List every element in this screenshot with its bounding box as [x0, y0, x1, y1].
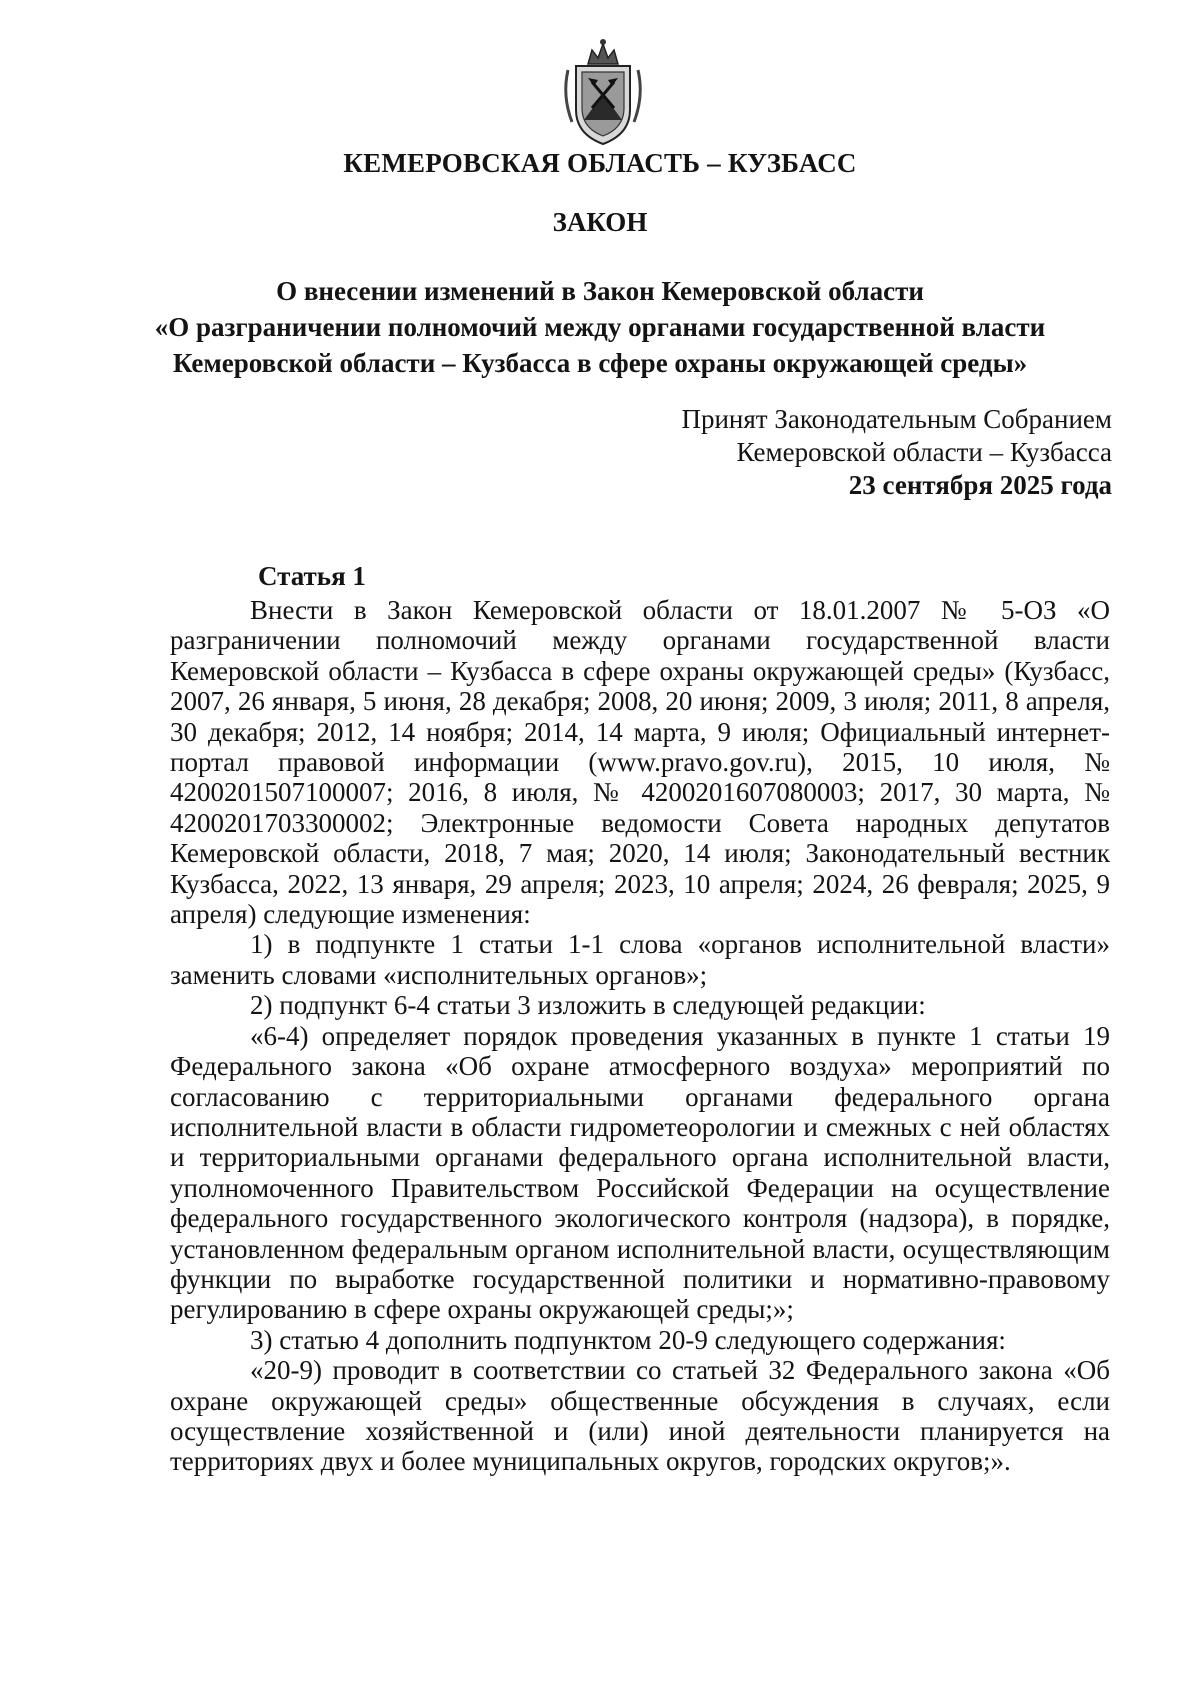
coat-of-arms-icon: [558, 36, 648, 148]
article-body: [170, 595, 1110, 1477]
article-paragraph: Внести в Закон Кемеровской области от 18.01.2007 № 5-ОЗ «О разграничении полномочий между органами государственной власти Кемеровской области – Кузбасса в сфере охраны окружающей среды» (Кузбасс, 2007, 26 января, 5 июня, 28 декабря; 2008, 20 июня; 2009, 3 июля; 2011, 8 апреля, 30 декабря; 2012, 14 ноября; 2014, 14 марта, 9 июля; Официальный интернет-портал правовой информации (www.pravo.gov.ru), 2015, 10 июля, № 4200201507100007; 2016, 8 июля, № 4200201607080003; 2017, 30 марта, № 4200201703300002; Электронные ведомости Совета народных депутатов Кемеровской области, 2018, 7 мая; 2020, 14 июля; Законодательный вестник Кузбасса, 2022, 13 января, 29 апреля; 2023, 10 апреля; 2024, 26 февраля; 2025, 9 апреля) следующие изменения:: [170, 595, 1110, 930]
document-type: ЗАКОН: [552, 207, 648, 237]
title-line: Кемеровской области – Кузбасса в сфере охраны окружающей среды»: [172, 348, 1028, 378]
title-line: О внесении изменений в Закон Кемеровской области: [276, 276, 924, 306]
region-name: КЕМЕРОВСКАЯ ОБЛАСТЬ – КУЗБАСС: [343, 148, 857, 178]
article-paragraph: «6-4) определяет порядок проведения указанных в пункте 1 статьи 19 Федерального закона «Об охране атмосферного воздуха» мероприятий по согласованию с территориальными органами федерального органа исполнительной власти в области гидрометеорологии и смежных с ней областях и территориальными органами федерального органа исполнительной власти, уполномоченного Правительством Российской Федерации на осуществление федерального государственного экологического контроля (надзора), в порядке, установленном федеральным органом исполнительной власти, осуществляющим функции по выработке государственной политики и нормативно-правовому регулированию в сфере охраны окружающей среды;»;: [170, 1020, 1110, 1325]
article-paragraph: 3) статью 4 дополнить подпунктом 20-9 следующего содержания:: [250, 1324, 1006, 1355]
article-heading: Статья 1: [258, 561, 366, 591]
article-paragraph: 1) в подпункте 1 статьи 1-1 слова «органов исполнительной власти» заменить словами «исполнительных органов»;: [170, 929, 1110, 990]
title-line: «О разграничении полномочий между органами государственной власти: [154, 312, 1046, 342]
adoption-block: [512, 403, 1112, 502]
adoption-date: 23 сентября 2025 года: [848, 470, 1112, 500]
adoption-line: Кемеровской области – Кузбасса: [736, 437, 1112, 467]
document-title: [150, 273, 1050, 381]
adoption-line: Принят Законодательным Собранием: [681, 404, 1112, 434]
article-paragraph: 2) подпункт 6-4 статьи 3 изложить в следующей редакции:: [250, 990, 926, 1021]
article-paragraph: «20-9) проводит в соответствии со статьей 32 Федерального закона «Об охране окружающей среды» общественные обсуждения в случаях, если осуществление хозяйственной и (или) иной деятельности планируется на территориях двух и более муниципальных округов, городских округов;».: [170, 1355, 1110, 1477]
